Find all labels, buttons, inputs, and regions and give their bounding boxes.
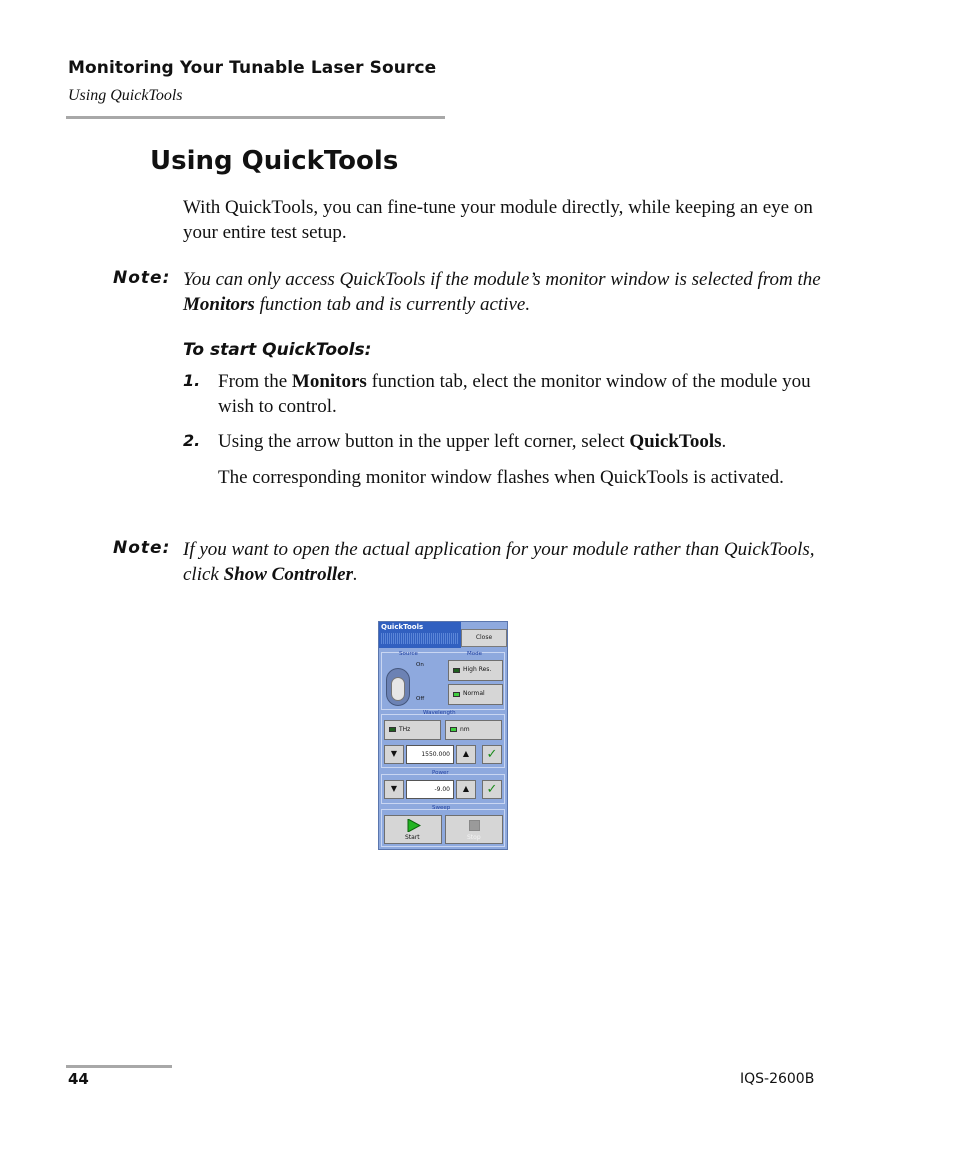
note-label: Note: [113,268,171,288]
source-on-label: On [416,662,424,668]
step-number: 1. [183,371,201,390]
led-on-icon [450,727,457,732]
stop-icon [469,820,480,831]
arrow-up-icon: ▲ [462,749,470,758]
procedure-heading: To start QuickTools: [183,340,372,360]
wavelength-increase-button[interactable] [456,745,476,764]
sweep-start-label: Start [405,834,420,841]
quicktools-window [378,621,508,850]
running-header-title: Monitoring Your Tunable Laser Source [68,58,437,78]
power-apply-button[interactable] [482,780,502,799]
mode-high-res-label: High Res. [463,666,492,673]
power-value-field[interactable]: -9.00 [406,780,454,799]
play-icon [407,819,421,832]
led-off-icon [389,727,396,732]
source-off-label: Off [416,696,425,702]
quicktools-title: QuickTools [381,623,424,631]
arrow-up-icon: ▲ [462,784,470,793]
close-button[interactable]: Close [461,629,507,647]
note-label: Note: [113,538,171,558]
unit-nm-button[interactable] [445,720,502,740]
checkmark-icon: ✓ [486,782,498,797]
wavelength-apply-button[interactable] [482,745,502,764]
wavelength-label: Wavelength [423,710,456,716]
step-number: 2. [183,431,201,450]
power-decrease-button[interactable] [384,780,404,799]
step-emphasis: QuickTools [629,431,722,452]
unit-thz-button[interactable] [384,720,441,740]
note-emphasis: Monitors [183,294,255,315]
mode-label: Mode [467,651,482,657]
intro-paragraph: With QuickTools, you can fine-tune your module directly, while keeping an eye on your entire test setup. [183,197,813,243]
led-off-icon [453,668,460,673]
header-divider [66,116,445,119]
step-emphasis: Monitors [291,371,367,392]
running-header-subtitle: Using QuickTools [68,87,183,104]
note-emphasis: Show Controller [223,564,353,585]
source-label: Source [399,651,418,657]
unit-nm-label: nm [460,726,470,733]
arrow-down-icon: ▼ [390,749,398,758]
wavelength-decrease-button[interactable] [384,745,404,764]
checkmark-icon: ✓ [486,747,498,762]
title-bar-pattern [381,633,459,644]
section-heading: Using QuickTools [150,146,399,176]
power-label: Power [432,770,449,776]
mode-normal-button[interactable] [448,684,503,705]
sweep-stop-label: Stop [467,834,481,841]
step-result: The corresponding monitor window flashes when QuickTools is activated. [218,467,784,488]
note-text: If you want to open the actual application for your module rather than QuickTools, click Show Controller. [183,539,815,585]
sweep-stop-button[interactable] [445,815,503,844]
sweep-start-button[interactable] [384,815,442,844]
mode-normal-label: Normal [463,690,485,697]
led-on-icon [453,692,460,697]
step-text: From the Monitors function tab, elect the monitor window of the module you wish to control. [218,371,811,417]
footer-divider [66,1065,172,1068]
power-increase-button[interactable] [456,780,476,799]
unit-thz-label: THz [399,726,411,733]
arrow-down-icon: ▼ [390,784,398,793]
page-number: 44 [68,1070,89,1088]
source-toggle-switch[interactable] [386,668,410,706]
toggle-knob [391,677,405,701]
note-text: You can only access QuickTools if the module’s monitor window is selected from the Monitors function tab and is currently active. [183,269,821,315]
sweep-label: Sweep [432,805,451,811]
wavelength-value-field[interactable]: 1550.000 [406,745,454,764]
mode-high-res-button[interactable] [448,660,503,681]
step-text: Using the arrow button in the upper left corner, select QuickTools. [218,431,727,452]
product-code: IQS-2600B [740,1071,815,1087]
